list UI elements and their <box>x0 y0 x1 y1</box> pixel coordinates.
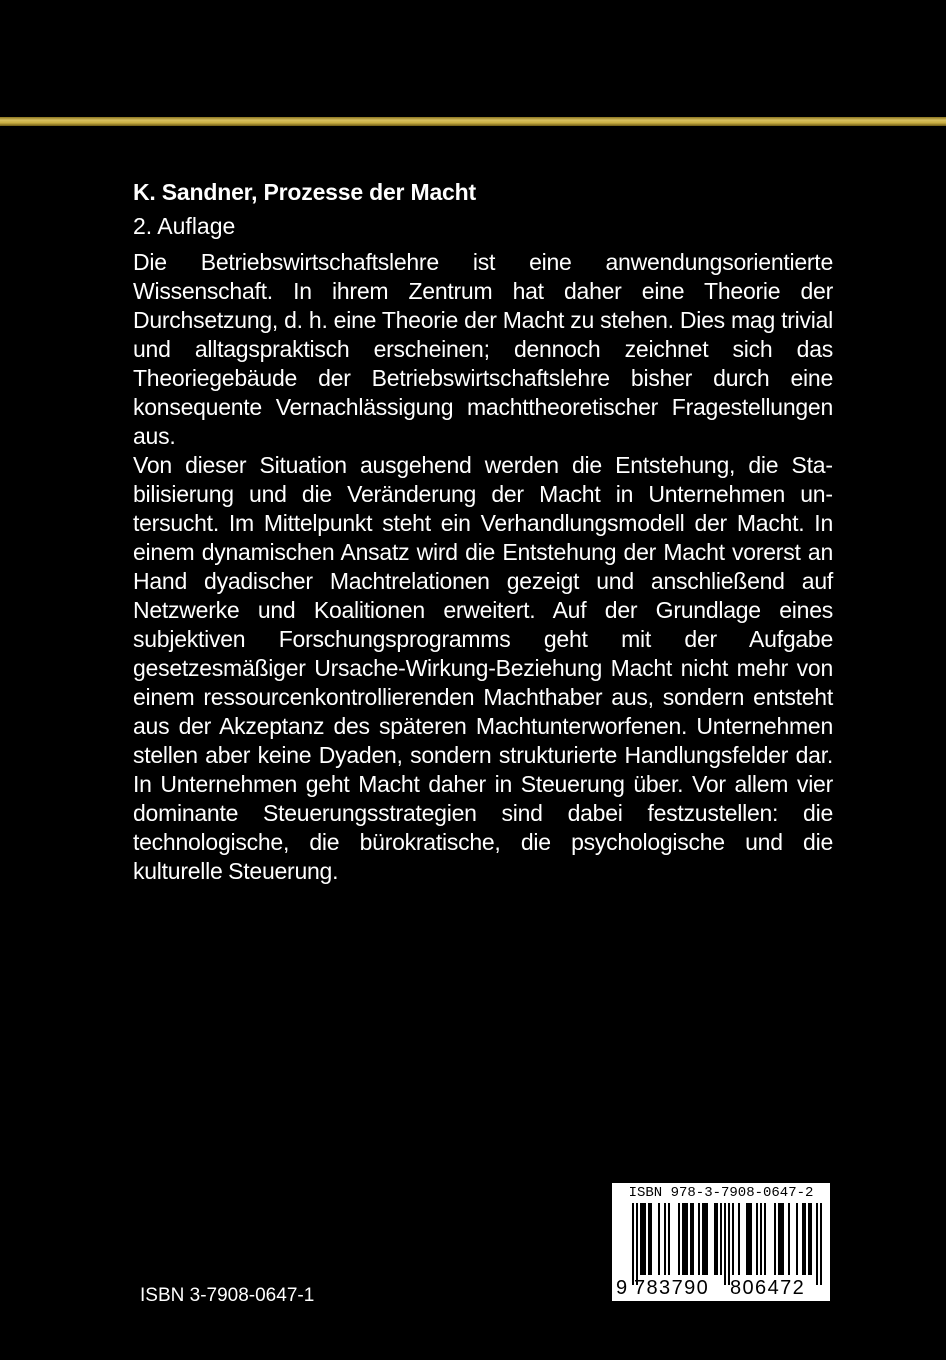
barcode-digit-group-left: 783790 <box>634 1277 710 1299</box>
barcode-bar <box>802 1203 804 1275</box>
barcode-bar <box>698 1203 700 1275</box>
barcode-bar <box>750 1203 752 1275</box>
barcode-bar <box>650 1203 652 1275</box>
barcode-bar <box>692 1203 694 1275</box>
barcode-digit-lead: 9 <box>616 1277 628 1299</box>
barcode-bar <box>738 1203 740 1275</box>
barcode-bar <box>756 1203 758 1275</box>
gold-divider-rule <box>0 117 946 126</box>
blurb-paragraph-1: Die Betriebswirtschaftslehre ist eine anwendungsorientierte Wissenschaft. In ihrem Zentrum hat daher eine Theorie der Durchsetzung, d. h. eine Theorie der Macht zu stehen. Dies mag trivial und alltagspraktisch erscheinen; dennoch zeichnet sich das Theoriegebäude der Betriebswirtschaftslehre bisher durch eine konsequente Vernachlässigung machttheoretischer Fragestellungen aus. <box>133 249 833 449</box>
isbn-barcode <box>612 1183 830 1301</box>
barcode-bar <box>648 1203 650 1275</box>
barcode-bar <box>746 1203 748 1275</box>
barcode-bar <box>804 1203 806 1275</box>
barcode-bar <box>664 1203 666 1275</box>
isbn-number: ISBN 3-7908-0647-1 <box>140 1285 315 1306</box>
barcode-bar <box>732 1203 734 1275</box>
barcode-guard-bar <box>632 1203 634 1285</box>
barcode-bar <box>640 1203 642 1275</box>
barcode-bar <box>788 1203 790 1275</box>
barcode-bar <box>684 1203 686 1275</box>
barcode-bar <box>682 1203 684 1275</box>
barcode-bar <box>690 1203 692 1275</box>
barcode-bar <box>796 1203 798 1275</box>
back-cover-text <box>133 176 833 886</box>
barcode-bar <box>706 1203 708 1275</box>
barcode-guard-bar <box>816 1203 818 1285</box>
barcode-digit-group-right: 806472 <box>730 1277 806 1299</box>
barcode-bar <box>644 1203 646 1275</box>
barcode-bar <box>686 1203 688 1275</box>
barcode-guard-bar <box>636 1203 638 1285</box>
barcode-bar <box>716 1203 718 1275</box>
barcode-guard-bar <box>728 1203 730 1285</box>
barcode-isbn-label: ISBN 978-3-7908-0647-2 <box>628 1185 814 1201</box>
blurb-paragraph-2: Von dieser Situation ausgehend werden die Entstehung, die Stabilisierung und die Veränderung der Macht in Unternehmen untersucht. Im Mittelpunkt steht ein Verhandlungsmodell der Macht. In einem dynamischen Ansatz wird die Entstehung der Macht vorerst an Hand dyadischer Machtrelationen gezeigt und anschließend auf Netzwerke und Koalitionen erweitert. Auf der Grundlage eines subjektiven Forschungsprogramms geht mit der Aufgabe gesetzesmäßiger Ursache-Wirkung-Beziehung Macht nicht mehr von einem ressourcenkontrollierenden Machthaber aus, sondern entsteht aus der Akzeptanz des späteren Machtunterworfenen. Unternehmen stellen aber keine Dyaden, sondern strukturierte Handlungsfelder dar. In Unternehmen geht Macht daher in Steuerung über. Vor allem vier dominante Steuerungsstrategien sind dabei festzustellen: die technologische, die bürokratische, die psychologische und die kulturelle Steuerung. <box>133 452 833 884</box>
edition-label: 2. Auflage <box>133 213 236 239</box>
barcode-bar <box>748 1203 750 1275</box>
barcode-bar <box>704 1203 706 1275</box>
barcode-bar <box>780 1203 782 1275</box>
barcode-guard-bar <box>820 1203 822 1285</box>
barcode-bar <box>720 1203 722 1275</box>
barcode-bar <box>702 1203 704 1275</box>
barcode-bar <box>810 1203 812 1275</box>
barcode-guard-bar <box>724 1203 726 1285</box>
barcode-bar <box>678 1203 680 1275</box>
book-title: K. Sandner, Prozesse der Macht <box>133 179 476 205</box>
barcode-bar <box>782 1203 784 1275</box>
barcode-bar <box>778 1203 780 1275</box>
barcode-bar <box>760 1203 762 1275</box>
barcode-bar <box>764 1203 766 1275</box>
barcode-bar <box>668 1203 670 1275</box>
barcode-bar <box>774 1203 776 1275</box>
barcode-bar <box>658 1203 660 1275</box>
barcode-digits <box>612 1277 830 1299</box>
barcode-bar <box>642 1203 644 1275</box>
barcode-bar <box>808 1203 810 1275</box>
barcode-bar <box>714 1203 716 1275</box>
